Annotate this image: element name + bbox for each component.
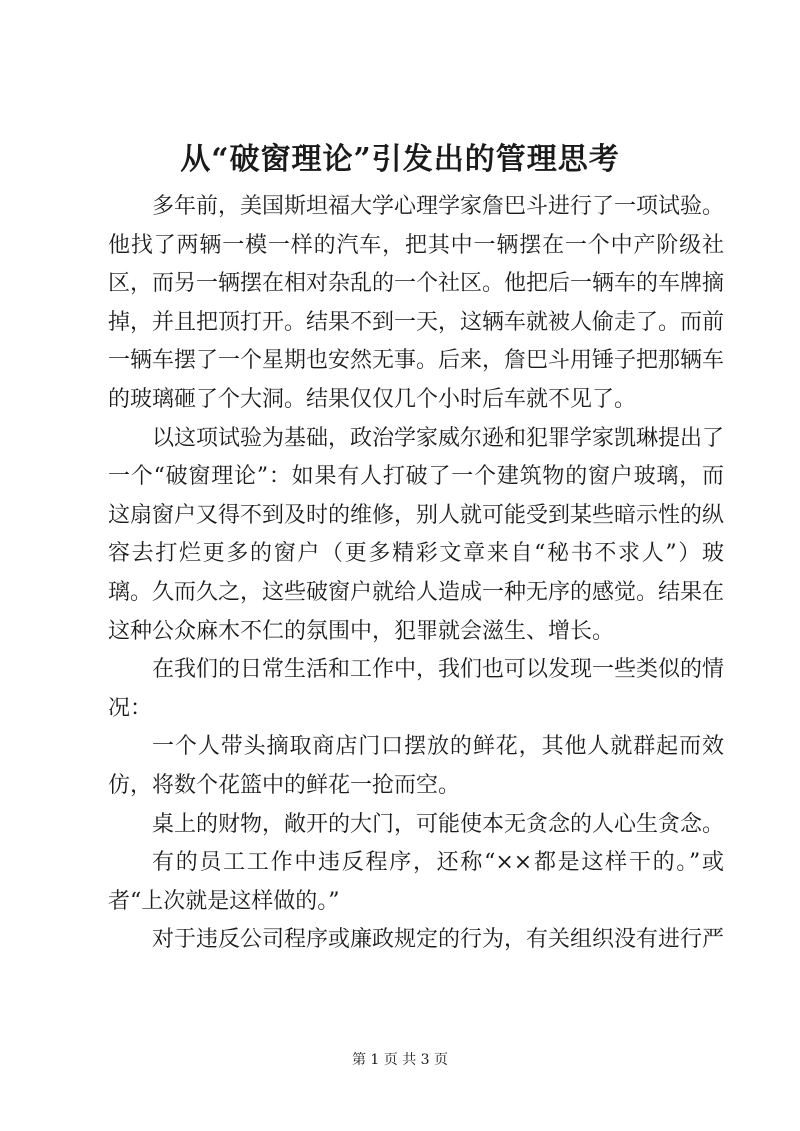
paragraph-7: 对于违反公司程序或廉政规定的行为，有关组织没有进行严 [152, 927, 725, 953]
paragraph-5: 桌上的财物，敞开的大门，可能使本无贪念的人心生贪念。 [152, 811, 725, 837]
page-footer: 第 1 页 共 3 页 [351, 1052, 449, 1068]
paragraph-1: 多年前，美国斯坦福大学心理学家詹巴斗进行了一项试验。他找了两辆一模一样的汽车，把其中一辆摆在一个中产阶级社区，而另一辆摆在相对杂乱的一个社区。他把后一辆车的车牌摘掉，并且把顶打开。结果不到一天，这辆车就被人偷走了。而前一辆车摆了一个星期也安然无事。后来，詹巴斗用锤子把那辆车的玻璃砸了个大洞。结果仅仅几个小时后车就不见了。 [108, 194, 725, 412]
document-title: 从“破窗理论”引发出的管理思考 [180, 142, 620, 177]
paragraph-4: 一个人带头摘取商店门口摆放的鲜花，其他人就群起而效仿，将数个花篮中的鲜花一抢而空。 [108, 734, 724, 798]
paragraph-6: 有的员工工作中违反程序，还称“××都是这样干的。”或者“上次就是这样做的。” [108, 850, 724, 914]
paragraph-3: 在我们的日常生活和工作中，我们也可以发现一些类似的情况： [108, 657, 725, 721]
document-body [108, 188, 724, 960]
paragraph-2: 以这项试验为基础，政治学家威尔逊和犯罪学家凯琳提出了一个“破窗理论”：如果有人打破了一个建筑物的窗户玻璃，而这扇窗户又得不到及时的维修，别人就可能受到某些暗示性的纵容去打烂更多的窗户（更多精彩文章来自“秘书不求人”）玻璃。久而久之，这些破窗户就给人造成一种无序的感觉。结果在这种公众麻木不仁的氛围中，犯罪就会滋生、增长。 [108, 425, 725, 644]
